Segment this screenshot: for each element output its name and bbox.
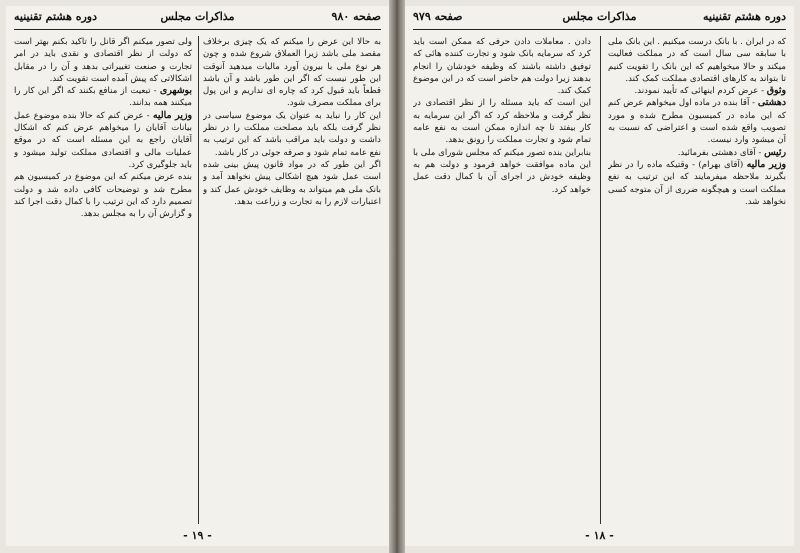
paragraph — [608, 147, 786, 159]
right-page-number: صفحه ۹۷۹ — [413, 10, 463, 23]
paragraph-text: دادن . معاملات دادن حرفی که ممکن است باید کرد که سرمایه بانک شود و تجارت کننده هائی که توفیق داشته باشند که وظیفه خودشان را انجام بدهند زیرا دولت هم حاضر است که در این موضوع کمک کند. — [413, 37, 591, 97]
left-column-divider — [198, 36, 199, 524]
paragraph-text: - آقا بنده در ماده اول میخواهم عرض کنم که این ماده در کمیسیون مطرح شده و مورد تصویب واقع شده است و اعتراضی که نسبت به آن میشود وارد نیست. — [608, 98, 786, 146]
book-gutter — [389, 0, 405, 553]
speaker-name: وثوق — [766, 85, 786, 97]
right-header-rule — [413, 29, 786, 30]
speaker-name: رئیس — [764, 146, 786, 158]
paragraph-text: بنابراین بنده تصور میکنم که مجلس شورای ملی با این ماده موافقت خواهد فرمود و دولت هم به وظیفه خودش در اجرای آن با کمال دقت عمل خواهد کرد. — [413, 147, 591, 195]
right-page-footer: - ۱۸ - — [585, 529, 614, 542]
paragraph-text: - عرض کنم که حالا بنده موضوع عمل بیانات آقایان را میخواهم عرض کنم که اشکال آقایان راجع به این مسئله است که در موقع عملیات مالی و اقتصادی مملکت تولید میشود و باید جلوگیری کرد. — [14, 110, 192, 170]
paragraph — [608, 97, 786, 146]
paragraph — [413, 97, 591, 146]
paragraph — [413, 147, 591, 196]
left-page-column-left — [14, 36, 192, 524]
paragraph — [14, 110, 192, 171]
speaker-name: دهشتی — [757, 97, 786, 109]
right-page-title: مذاکرات مجلس — [562, 10, 637, 23]
paragraph — [608, 85, 786, 97]
paragraph-text: - عرض کردم اینهائی که تأیید نمودند. — [634, 86, 764, 97]
speaker-name: وزیر مالیه — [152, 109, 192, 121]
paragraph — [608, 36, 786, 85]
left-header-rule — [14, 29, 381, 30]
paragraph-text: بنده عرض میکنم که این موضوع در کمیسیون هم مطرح شد و توضیحات کافی داده شد و دولت تصمیم دارد که این ترتیب را با کمال دقت اجرا کند و گزارش آن را به مجلس بدهد. — [14, 172, 192, 220]
speaker-name: بوشهری — [159, 85, 192, 97]
left-page-title: مذاکرات مجلس — [160, 10, 235, 23]
paragraph-text: - آقای دهشتی بفرمائید. — [677, 147, 762, 158]
paragraph — [14, 171, 192, 220]
paragraph-text: این است که باید مسئله را از نظر اقتصادی در نظر گرفت و ملاحظه کرد که اگر این سرمایه به کار بیفتد تا چه اندازه ممکن است به نفع عامه تمام شود و تجارت مملکت را رونق بدهد. — [413, 98, 591, 146]
right-page-column-right — [608, 36, 786, 524]
paragraph — [203, 159, 381, 208]
paragraph-text: اگر این طور که در مواد قانون پیش بینی شده است عمل شود هیچ اشکالی پیش نخواهد آمد و بانک ملی هم میتواند به وظایف خودش عمل کند و اعتبارات لازم را به تجارت و زراعت بدهد. — [203, 159, 381, 207]
paragraph — [14, 85, 192, 110]
paragraph-text: به حالا این عرض را میکنم که یک چیزی برخلاف مقصد ملی باشد زیرا العملاق شروع شده و چون هر نوع ملی با بیرون آورد مالیات میدهید آنوقت این طور نیست که اگر این طور باشد و آن باشد قطعاً باید قبول کرد که چاره ای نداریم و این پول برای مملکت مصرف شود. — [203, 37, 381, 109]
paragraph — [413, 36, 591, 97]
right-page-header — [413, 10, 786, 28]
left-page-footer: - ۱۹ - — [183, 529, 212, 542]
paragraph-text: - تبعیت از منافع بکنند که اگر این کار را میکنند همه بدانند. — [14, 86, 192, 109]
paragraph — [203, 110, 381, 159]
speaker-name: وزیر مالیه — [746, 158, 786, 170]
left-page — [6, 6, 389, 546]
paragraph — [608, 159, 786, 208]
left-page-session: دوره هشتم تقنینیه — [14, 10, 97, 23]
paragraph-text: ولی تصور میکنم اگر قانل را تاکید بکنم بهتر است که دولت از نظر اقتصادی و نقدی باید در امر تجارت و صنعت تغییراتی بدهد و آن را در مقابل اشکالاتی که پیش آمده است تقویت کند. — [14, 37, 192, 84]
right-page-column-left — [413, 36, 591, 524]
paragraph — [203, 36, 381, 110]
left-page-column-right — [203, 36, 381, 524]
paragraph — [14, 36, 192, 85]
left-page-number: صفحه ۹۸۰ — [331, 10, 381, 23]
right-column-divider — [600, 36, 601, 524]
right-page — [405, 6, 794, 546]
right-page-session: دوره هشتم تقنینیه — [703, 10, 786, 23]
paragraph-text: (آقای بهرام) - وقتیکه ماده را در نظر بگیرند ملاحظه میفرمایند که این ترتیب به نفع مملکت است و هیچگونه ضرری از آن متوجه کسی نخواهد شد. — [608, 159, 786, 207]
paragraph-text: که در ایران . با بانک درست میکنیم . این بانک ملی با سابقه سی سال است که در مملکت فعالیت میکند و حالا میخواهیم که این بانک را تقویت کنیم تا بتواند به کارهای اقتصادی مملکت کمک کند. — [608, 37, 786, 84]
paragraph-text: این کار را نباید به عنوان یک موضوع سیاسی در نظر گرفت بلکه باید مصلحت مملکت را در نظر داشت و دولت باید مراقب باشد که این ترتیب به نفع عامه تمام شود و صرفه جوئی در کار باشد. — [203, 110, 381, 158]
left-page-header — [14, 10, 381, 28]
